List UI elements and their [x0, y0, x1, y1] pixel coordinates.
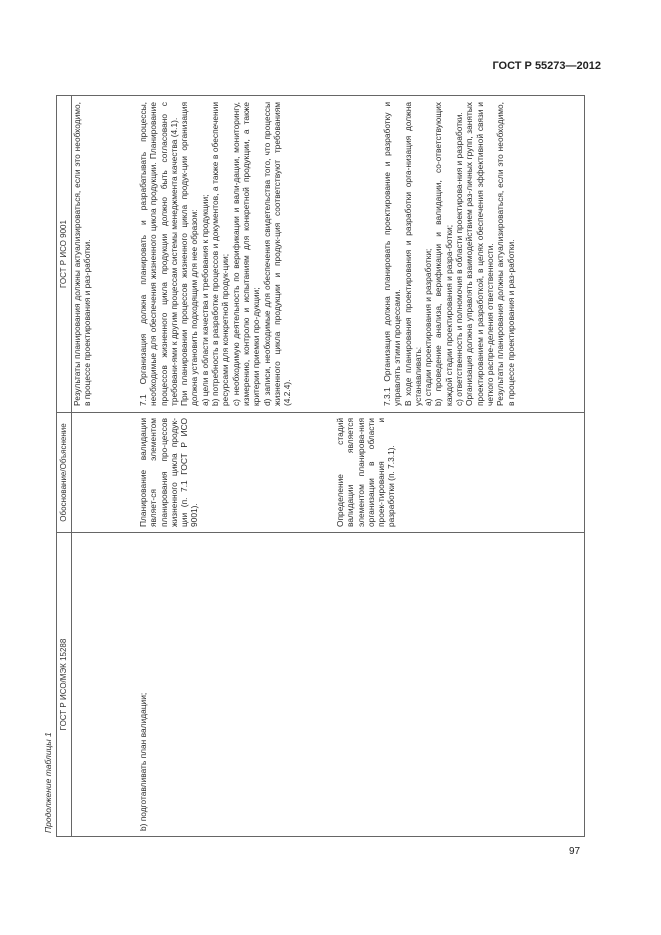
comparison-table	[56, 95, 585, 837]
table-cell: c) необходимую деятельность по верификации и вали-дации, мониторингу, измерению, контролю и испытаниям для конкретной продукции, а также критерии приемки про-дукции;	[230, 102, 262, 406]
table-cell: a) цели в области качества и требования к продукции;	[199, 194, 210, 406]
column-header-gost-9001: ГОСТ Р ИСО 9001	[59, 220, 68, 288]
table-cell: При планировании процессов жизненного цикла продук-ции организация должна установить подходящим для нее образом:	[179, 102, 200, 406]
cell-group-1	[72, 102, 121, 406]
column-rationale	[72, 412, 585, 532]
table-cell: Результаты планирования должны актуализироваться, если это необходимо, в процессе проектирования и раз-работки.	[495, 102, 516, 406]
rotated-table-wrapper	[41, 95, 585, 837]
table-cell: Организация должна управлять взаимодействием раз-личных групп, занятых проектированием и разработкой, в целях обеспечения эффективной связи и четкого распре-деления ответственности.	[464, 102, 495, 406]
table-body	[72, 96, 585, 836]
column-header-rationale: Обоснование/Объяснение	[57, 412, 71, 532]
column-gost-9001	[72, 96, 585, 412]
table-continuation-caption: Продолжение таблицы 1	[43, 732, 53, 833]
table-cell: b) подготавливать план валидации;	[138, 692, 148, 831]
table-cell: Результаты планирования должны актуализироваться, если это необходимо, в процессе проектирования и раз-работки.	[72, 102, 93, 406]
page-number: 97	[569, 846, 581, 857]
table-cell: c) ответственность и полномочия в области проектирова-ния и разработки.	[454, 112, 465, 406]
column-gost-15288	[72, 532, 585, 836]
cell-group-2	[138, 102, 371, 406]
table-cell: 7.3.1 Организация должна планировать проектирование и разработку и управлять этими процессами.	[382, 102, 403, 406]
table-cell: В ходе планирования проектирования и разработки орга-низация должна устанавливать:	[402, 102, 423, 406]
table-cell: d) записи, необходимые для обеспечения свидетельства того, что процессы жизненного цикла продукции и продук-ция соответствуют требованиям (4.2.4).	[261, 102, 293, 406]
table-header-row	[57, 96, 72, 836]
document-header: ГОСТ Р 55273—2012	[492, 60, 601, 72]
cell-group-3	[382, 102, 516, 406]
table-cell: 7.1 Организация должна планировать и разрабатывать процессы, необходимые для обеспечения жизненного цикла продукции. Планирование процессов жизненного цикла продукции должно быть согласовано с требовани-ями к другим процессам системы менеджмента качества (4.1).	[138, 102, 179, 406]
table-cell: b) потребность в разработке процессов и документов, а также в обеспечении ресурсами для конкретной продук-ции;	[210, 102, 231, 406]
table-cell: Определение стадий валидации является элементом планирова-ния организации в области проек-тирования и разработки (п. 7.3.1).	[335, 418, 397, 527]
table-cell: Планирование валидации являет-ся элементом планирования про-цессов жизненного цикла продук-ции (п. 7.1 ГОСТ Р ИСО 9001).	[138, 418, 200, 527]
table-cell: a) стадии проектирования и разработки;	[423, 248, 434, 406]
table-cell: b) проведение анализа, верификации и валидации, со-ответствующих каждой стадии проектирования и разра-ботки;	[433, 102, 454, 406]
column-header-gost-15288: ГОСТ Р ИСО/МЭК 15288	[57, 532, 71, 836]
